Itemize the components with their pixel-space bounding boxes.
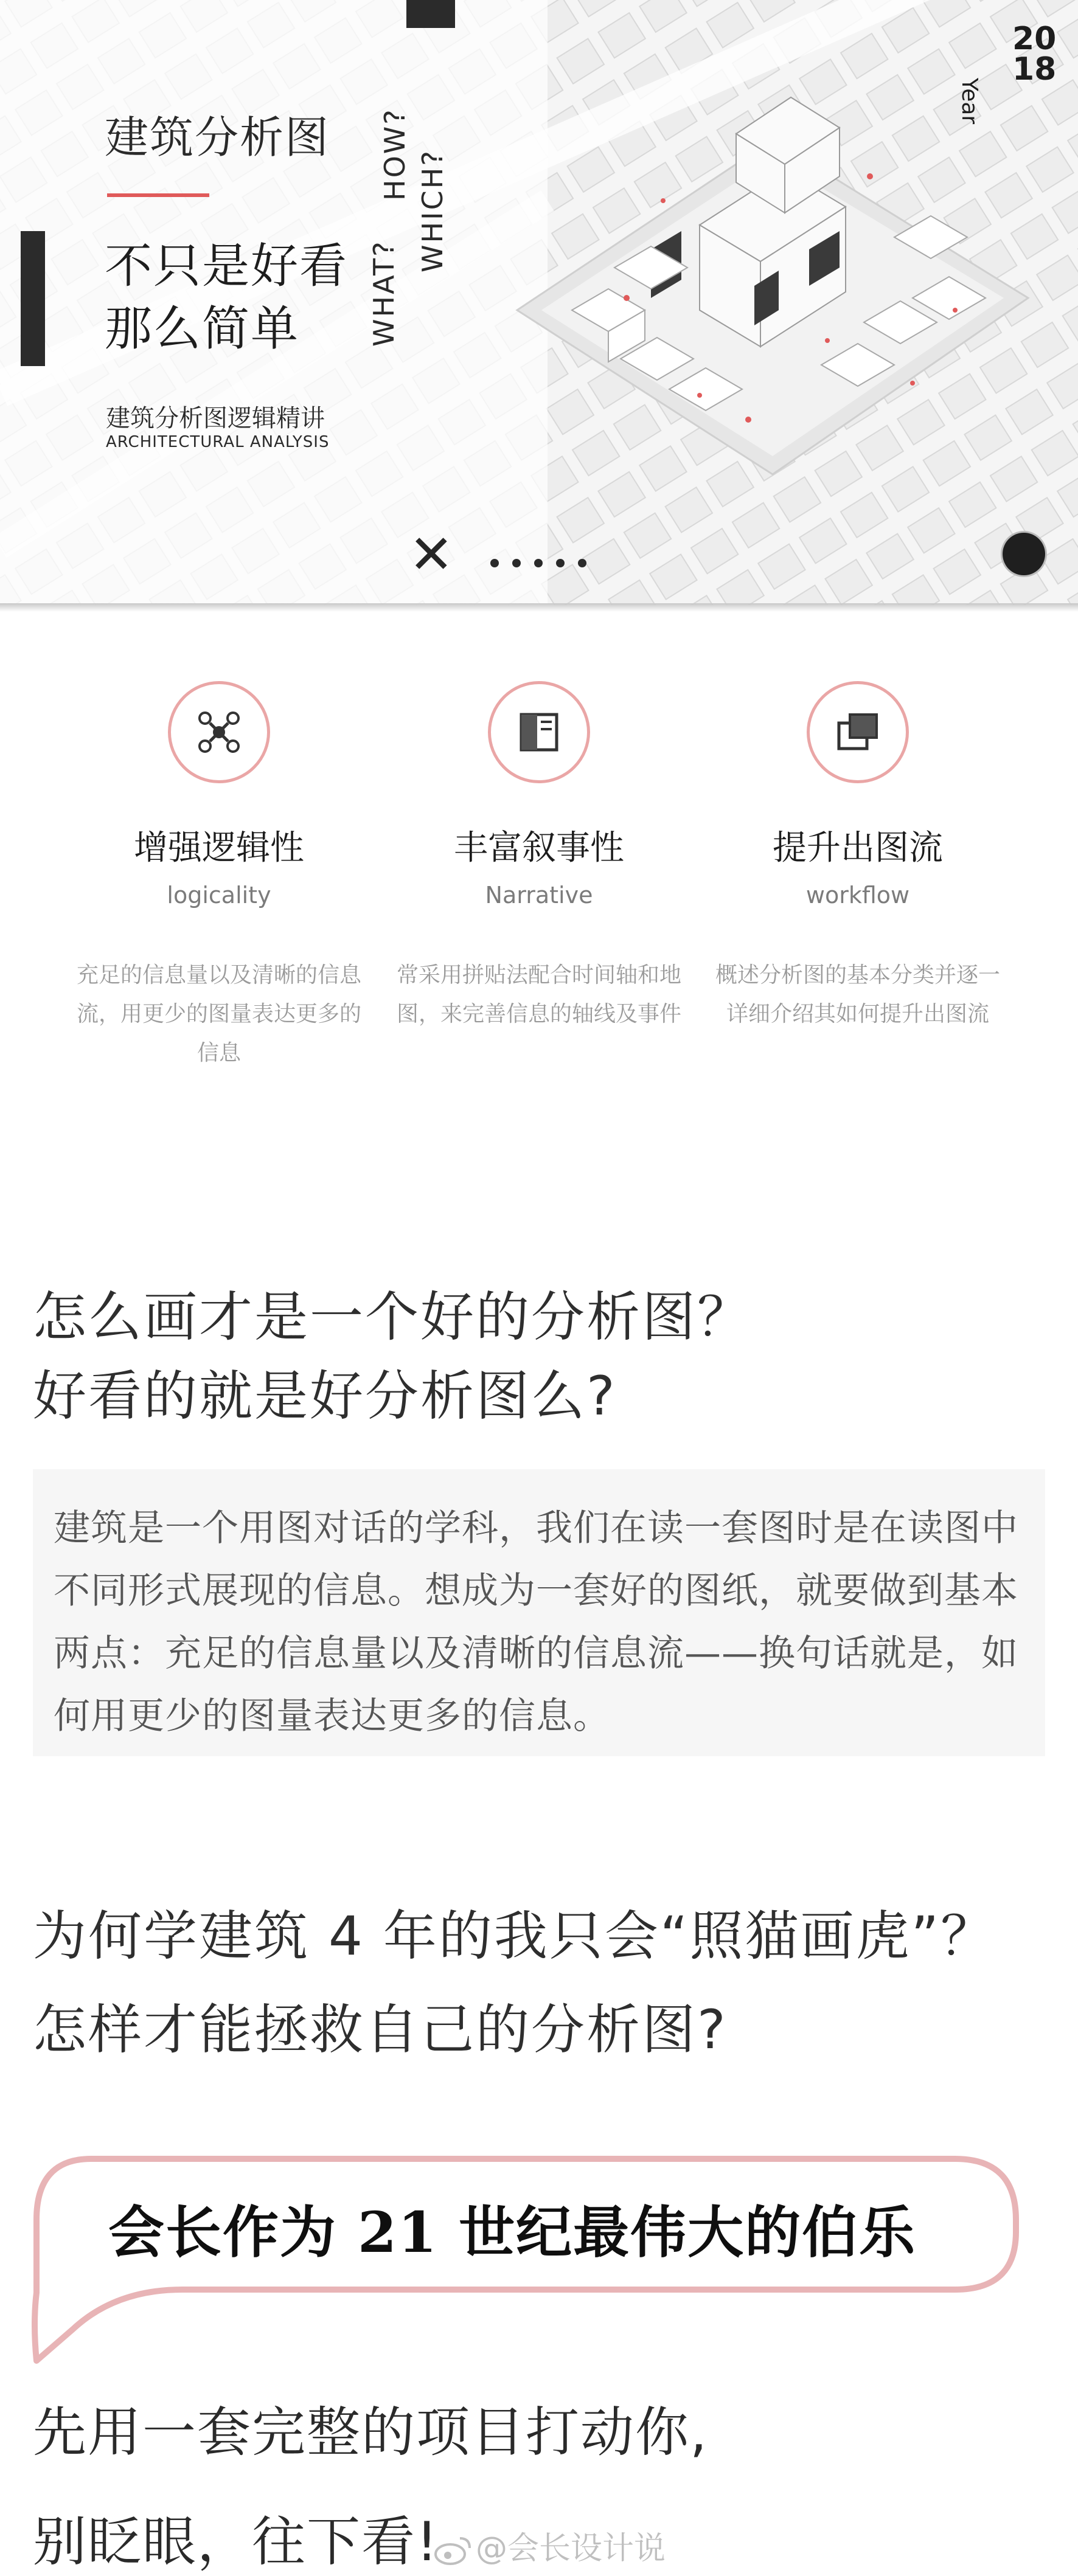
weibo-icon bbox=[433, 2535, 472, 2566]
feature-title: 增强逻辑性 bbox=[134, 828, 304, 868]
round-badge-icon bbox=[1003, 533, 1045, 575]
feature-workflow bbox=[687, 681, 1028, 1034]
feature-subtitle: workflow bbox=[805, 882, 910, 909]
carousel-dot[interactable] bbox=[512, 559, 521, 567]
carousel-dot[interactable] bbox=[556, 559, 565, 567]
feature-description: 常采用拼贴法配合时间轴和地图，来完善信息的轴线及事件 bbox=[396, 963, 681, 1027]
question-2-line1: 为何学建筑 4 年的我只会“照猫画虎”？ bbox=[33, 1905, 996, 1967]
year-top: 20 bbox=[1012, 21, 1057, 57]
decorative-top-block bbox=[406, 0, 455, 28]
hero-banner bbox=[0, 0, 1078, 605]
book-icon bbox=[488, 681, 590, 783]
feature-title: 提升出图流 bbox=[773, 828, 943, 868]
question-2-line2: 怎样才能拯救自己的分析图? bbox=[33, 1998, 728, 2061]
year-bottom: 18 bbox=[1012, 51, 1057, 88]
carousel-dot[interactable] bbox=[490, 559, 499, 567]
feature-subtitle: logicality bbox=[167, 882, 271, 909]
watermark-text: @会长设计说 bbox=[476, 2530, 666, 2567]
feature-title: 丰富叙事性 bbox=[454, 828, 624, 868]
decorative-left-bar bbox=[21, 231, 45, 366]
hero-caption-cn: 建筑分析图逻辑精讲 bbox=[106, 404, 325, 432]
vertical-what: WHAT? bbox=[367, 240, 400, 347]
ending-line1: 先用一套完整的项目打动你, bbox=[33, 2401, 708, 2463]
title-accent-line bbox=[107, 193, 209, 197]
ending-line2: 别眨眼，往下看! bbox=[33, 2510, 439, 2573]
question-1-line1: 怎么画才是一个好的分析图？ bbox=[33, 1286, 753, 1348]
hero-subtitle-line1: 不只是好看 bbox=[105, 239, 349, 294]
carousel-dots[interactable] bbox=[490, 558, 600, 570]
hero-title: 建筑分析图 bbox=[105, 112, 330, 163]
intro-paragraph-box bbox=[33, 1469, 1045, 1756]
year-label: Year bbox=[957, 78, 982, 125]
bubble-text: 会长作为 21 世纪最伟大的伯乐 bbox=[108, 2200, 917, 2265]
vertical-how: HOW? bbox=[378, 108, 411, 201]
hero-shadow bbox=[0, 603, 1078, 612]
hero-caption-en: ARCHITECTURAL ANALYSIS bbox=[106, 433, 330, 451]
carousel-dot[interactable] bbox=[578, 559, 586, 567]
carousel-dot[interactable] bbox=[534, 559, 543, 567]
feature-description: 充足的信息量以及清晰的信息流，用更少的图量表达更多的信息 bbox=[76, 963, 361, 1065]
feature-logicality bbox=[49, 681, 389, 1073]
question-1-line2: 好看的就是好分析图么? bbox=[33, 1365, 617, 1427]
close-icon[interactable]: ✕ bbox=[409, 523, 454, 586]
feature-subtitle: Narrative bbox=[485, 882, 593, 909]
intro-paragraph: 建筑是一个用图对话的学科，我们在读一套图时是在读图中不同形式展现的信息。想成为一套好的图纸，就要做到基本两点：充足的信息量以及清晰的信息流——换句话就是，如何用更少的图量表达更多的信息。 bbox=[54, 1507, 1018, 1737]
drone-icon bbox=[168, 681, 270, 783]
feature-description: 概述分析图的基本分类并逐一详细介绍其如何提升出图流 bbox=[715, 963, 1000, 1027]
vertical-which: WHICH? bbox=[416, 149, 449, 272]
windows-icon bbox=[807, 681, 909, 783]
feature-narrative bbox=[369, 681, 709, 1034]
weibo-watermark bbox=[433, 2522, 666, 2568]
hero-subtitle-line2: 那么简单 bbox=[105, 302, 300, 356]
